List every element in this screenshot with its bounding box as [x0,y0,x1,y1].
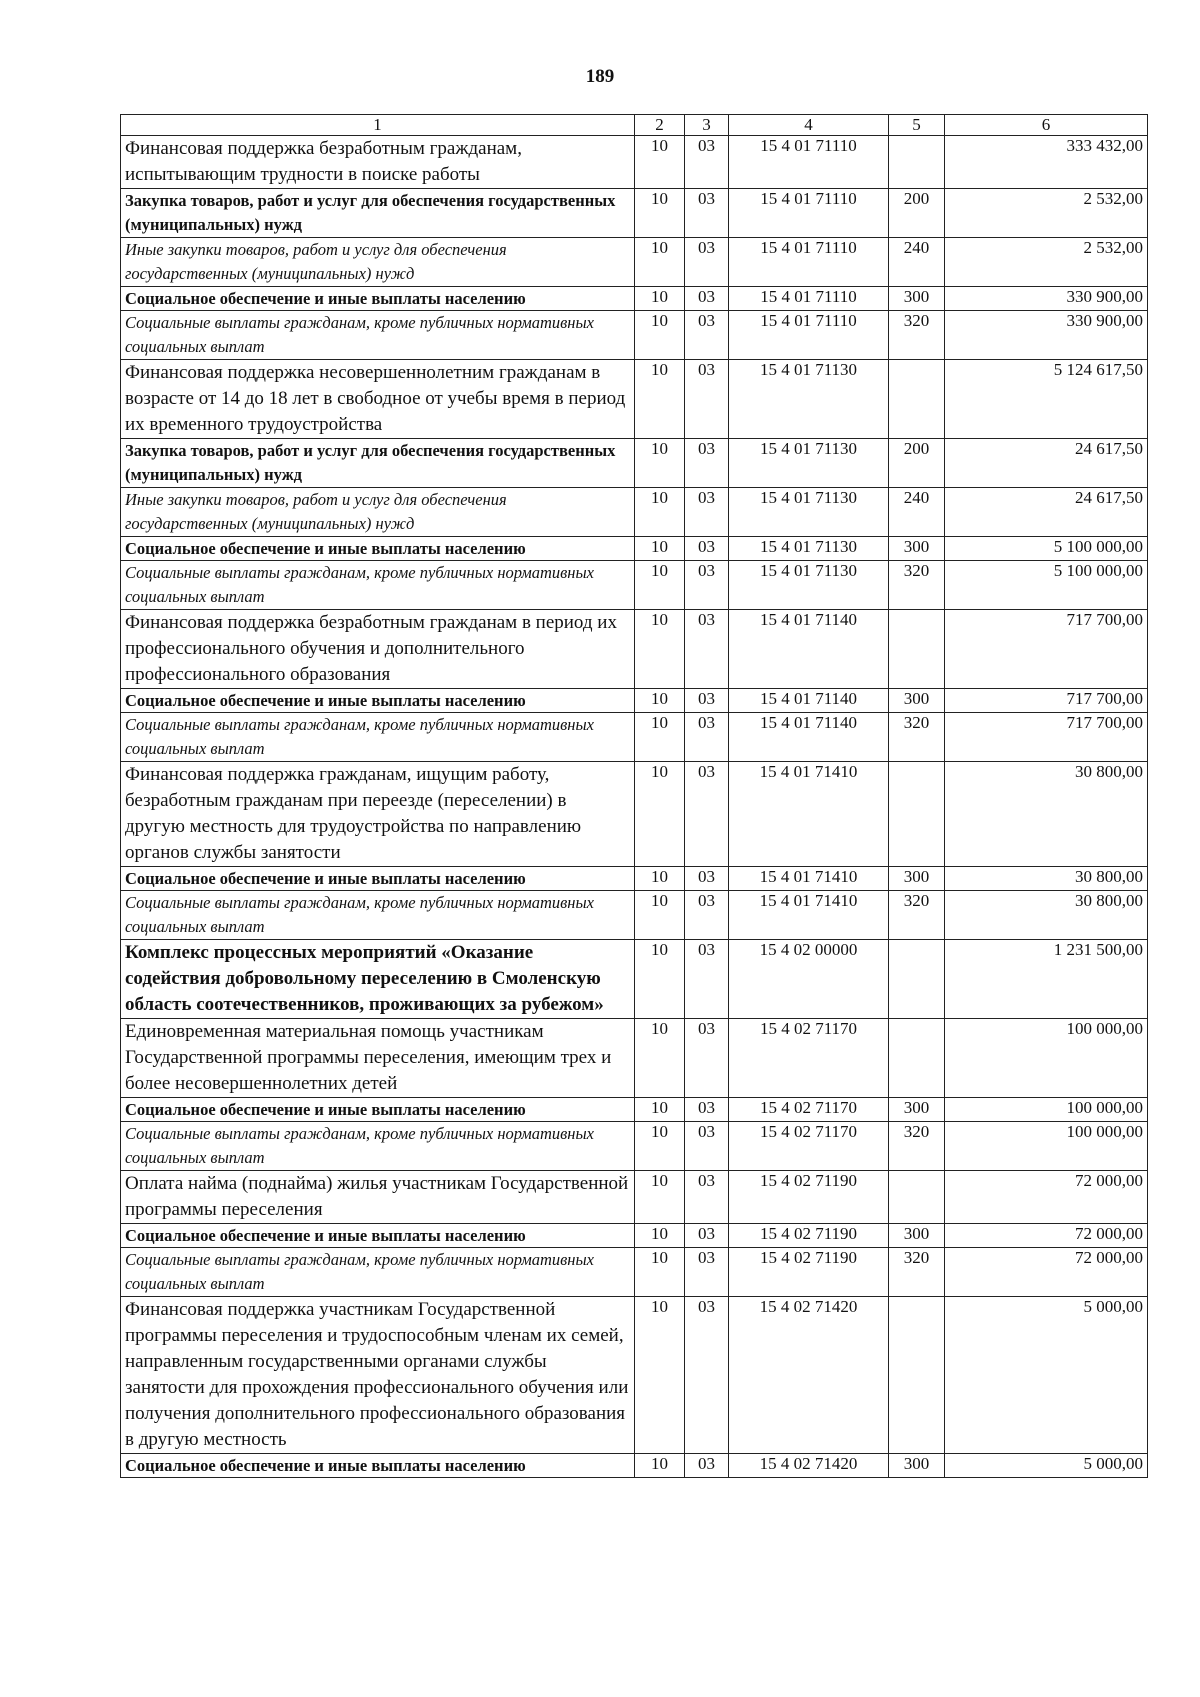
amount: 24 617,50 [945,439,1148,488]
expense-type-code [889,1297,945,1454]
row-name: Финансовая поддержка безработным гражданам, испытывающим трудности в поиске работы [121,136,635,189]
table-row [121,940,1148,1019]
row-name: Социальное обеспечение и иные выплаты населению [121,1224,635,1248]
row-name: Социальное обеспечение и иные выплаты населению [121,537,635,561]
target-article-code: 15 4 01 71410 [729,762,889,867]
section-code: 10 [635,136,685,189]
expense-type-code: 320 [889,311,945,360]
table-row [121,1224,1148,1248]
expense-type-code [889,1171,945,1224]
expense-type-code: 240 [889,488,945,537]
subsection-code: 03 [685,439,729,488]
row-name: Социальное обеспечение и иные выплаты населению [121,287,635,311]
subsection-code: 03 [685,1454,729,1478]
target-article-code: 15 4 01 71110 [729,136,889,189]
row-name: Оплата найма (поднайма) жилья участникам Государственной программы переселения [121,1171,635,1224]
subsection-code: 03 [685,1098,729,1122]
row-name: Социальные выплаты гражданам, кроме публичных нормативных социальных выплат [121,311,635,360]
target-article-code: 15 4 02 71170 [729,1098,889,1122]
target-article-code: 15 4 02 71190 [729,1171,889,1224]
amount: 333 432,00 [945,136,1148,189]
target-article-code: 15 4 01 71410 [729,867,889,891]
subsection-code: 03 [685,891,729,940]
expense-type-code [889,610,945,689]
amount: 1 231 500,00 [945,940,1148,1019]
amount: 2 532,00 [945,189,1148,238]
expense-type-code: 300 [889,1098,945,1122]
target-article-code: 15 4 02 71170 [729,1122,889,1171]
section-code: 10 [635,891,685,940]
subsection-code: 03 [685,488,729,537]
amount: 72 000,00 [945,1171,1148,1224]
expense-type-code: 320 [889,1122,945,1171]
section-code: 10 [635,1122,685,1171]
target-article-code: 15 4 01 71110 [729,238,889,287]
section-code: 10 [635,1171,685,1224]
target-article-code: 15 4 01 71140 [729,610,889,689]
section-code: 10 [635,689,685,713]
subsection-code: 03 [685,940,729,1019]
subsection-code: 03 [685,867,729,891]
subsection-code: 03 [685,1297,729,1454]
expense-type-code [889,762,945,867]
amount: 30 800,00 [945,867,1148,891]
subsection-code: 03 [685,537,729,561]
amount: 100 000,00 [945,1019,1148,1098]
amount: 100 000,00 [945,1122,1148,1171]
table-row [121,287,1148,311]
table-row [121,1248,1148,1297]
amount: 5 100 000,00 [945,537,1148,561]
section-code: 10 [635,1098,685,1122]
row-name: Социальные выплаты гражданам, кроме публичных нормативных социальных выплат [121,561,635,610]
amount: 330 900,00 [945,311,1148,360]
subsection-code: 03 [685,1171,729,1224]
row-name: Закупка товаров, работ и услуг для обеспечения государственных (муниципальных) нужд [121,189,635,238]
table-row [121,1098,1148,1122]
row-name: Иные закупки товаров, работ и услуг для обеспечения государственных (муниципальных) нужд [121,238,635,287]
table-row [121,891,1148,940]
section-code: 10 [635,1248,685,1297]
target-article-code: 15 4 01 71130 [729,488,889,537]
expense-type-code: 300 [889,867,945,891]
row-name: Социальное обеспечение и иные выплаты населению [121,1098,635,1122]
target-article-code: 15 4 01 71140 [729,689,889,713]
table-body [121,136,1148,1478]
header-col-5: 5 [889,115,945,136]
target-article-code: 15 4 01 71140 [729,713,889,762]
amount: 5 000,00 [945,1454,1148,1478]
subsection-code: 03 [685,1248,729,1297]
header-row [121,115,1148,136]
header-col-1: 1 [121,115,635,136]
section-code: 10 [635,610,685,689]
table-row [121,1019,1148,1098]
section-code: 10 [635,713,685,762]
section-code: 10 [635,439,685,488]
table-row [121,762,1148,867]
subsection-code: 03 [685,1224,729,1248]
expense-type-code [889,940,945,1019]
expense-type-code: 200 [889,439,945,488]
section-code: 10 [635,1454,685,1478]
amount: 717 700,00 [945,689,1148,713]
amount: 24 617,50 [945,488,1148,537]
section-code: 10 [635,360,685,439]
expense-type-code: 300 [889,689,945,713]
row-name: Социальные выплаты гражданам, кроме публичных нормативных социальных выплат [121,713,635,762]
header-col-4: 4 [729,115,889,136]
subsection-code: 03 [685,360,729,439]
target-article-code: 15 4 01 71130 [729,561,889,610]
expense-type-code: 320 [889,561,945,610]
amount: 30 800,00 [945,762,1148,867]
row-name: Социальные выплаты гражданам, кроме публичных нормативных социальных выплат [121,1122,635,1171]
section-code: 10 [635,488,685,537]
subsection-code: 03 [685,136,729,189]
section-code: 10 [635,537,685,561]
expense-type-code [889,1019,945,1098]
expense-type-code: 320 [889,1248,945,1297]
subsection-code: 03 [685,287,729,311]
target-article-code: 15 4 02 71170 [729,1019,889,1098]
table-row [121,136,1148,189]
page-number: 189 [585,66,615,87]
amount: 5 100 000,00 [945,561,1148,610]
expense-type-code: 320 [889,713,945,762]
header-col-2: 2 [635,115,685,136]
table-row [121,1171,1148,1224]
subsection-code: 03 [685,762,729,867]
table-row [121,537,1148,561]
budget-table [120,114,1148,1478]
amount: 330 900,00 [945,287,1148,311]
header-col-3: 3 [685,115,729,136]
row-name: Финансовая поддержка несовершеннолетним гражданам в возрасте от 14 до 18 лет в свободное от учебы время в период их временного трудоустройства [121,360,635,439]
target-article-code: 15 4 01 71130 [729,537,889,561]
subsection-code: 03 [685,189,729,238]
expense-type-code: 300 [889,1224,945,1248]
table-row [121,311,1148,360]
subsection-code: 03 [685,1122,729,1171]
expense-type-code: 200 [889,189,945,238]
amount: 100 000,00 [945,1098,1148,1122]
row-name: Иные закупки товаров, работ и услуг для обеспечения государственных (муниципальных) нужд [121,488,635,537]
subsection-code: 03 [685,689,729,713]
table-row [121,1454,1148,1478]
section-code: 10 [635,1297,685,1454]
target-article-code: 15 4 02 71420 [729,1297,889,1454]
expense-type-code [889,136,945,189]
target-article-code: 15 4 01 71130 [729,360,889,439]
target-article-code: 15 4 02 71420 [729,1454,889,1478]
section-code: 10 [635,1224,685,1248]
section-code: 10 [635,287,685,311]
subsection-code: 03 [685,1019,729,1098]
subsection-code: 03 [685,713,729,762]
table-row [121,1297,1148,1454]
row-name: Единовременная материальная помощь участникам Государственной программы переселения, имеющим трех и более несовершеннолетних детей [121,1019,635,1098]
section-code: 10 [635,238,685,287]
row-name: Комплекс процессных мероприятий «Оказание содействия добровольному переселению в Смоленскую область соотечественников, проживающих за рубежом» [121,940,635,1019]
expense-type-code: 300 [889,1454,945,1478]
target-article-code: 15 4 01 71110 [729,189,889,238]
header-col-6: 6 [945,115,1148,136]
expense-type-code: 300 [889,287,945,311]
expense-type-code: 320 [889,891,945,940]
section-code: 10 [635,311,685,360]
amount: 5 000,00 [945,1297,1148,1454]
row-name: Социальное обеспечение и иные выплаты населению [121,1454,635,1478]
table-row [121,689,1148,713]
row-name: Социальное обеспечение и иные выплаты населению [121,689,635,713]
table-row [121,488,1148,537]
target-article-code: 15 4 02 71190 [729,1224,889,1248]
table-row [121,238,1148,287]
table-row [121,610,1148,689]
amount: 717 700,00 [945,713,1148,762]
section-code: 10 [635,1019,685,1098]
section-code: 10 [635,940,685,1019]
table-row [121,867,1148,891]
target-article-code: 15 4 02 71190 [729,1248,889,1297]
row-name: Социальные выплаты гражданам, кроме публичных нормативных социальных выплат [121,1248,635,1297]
expense-type-code [889,360,945,439]
target-article-code: 15 4 01 71110 [729,311,889,360]
amount: 2 532,00 [945,238,1148,287]
table-row [121,713,1148,762]
subsection-code: 03 [685,610,729,689]
table-row [121,189,1148,238]
target-article-code: 15 4 01 71410 [729,891,889,940]
table-row [121,360,1148,439]
amount: 5 124 617,50 [945,360,1148,439]
target-article-code: 15 4 01 71110 [729,287,889,311]
target-article-code: 15 4 01 71130 [729,439,889,488]
amount: 72 000,00 [945,1248,1148,1297]
row-name: Финансовая поддержка участникам Государственной программы переселения и трудоспособным членам их семей, направленным государственными органами службы занятости для прохождения профессионального обучения или получения дополнительного профессионального образования в другую местность [121,1297,635,1454]
section-code: 10 [635,762,685,867]
section-code: 10 [635,561,685,610]
row-name: Закупка товаров, работ и услуг для обеспечения государственных (муниципальных) нужд [121,439,635,488]
expense-type-code: 300 [889,537,945,561]
table-row [121,439,1148,488]
section-code: 10 [635,867,685,891]
table-row [121,1122,1148,1171]
amount: 717 700,00 [945,610,1148,689]
table-row [121,561,1148,610]
row-name: Финансовая поддержка безработным гражданам в период их профессионального обучения и дополнительного профессионального образования [121,610,635,689]
amount: 72 000,00 [945,1224,1148,1248]
expense-type-code: 240 [889,238,945,287]
row-name: Социальное обеспечение и иные выплаты населению [121,867,635,891]
subsection-code: 03 [685,238,729,287]
section-code: 10 [635,189,685,238]
subsection-code: 03 [685,311,729,360]
subsection-code: 03 [685,561,729,610]
row-name: Финансовая поддержка гражданам, ищущим работу, безработным гражданам при переезде (переселении) в другую местность для трудоустройства по направлению органов службы занятости [121,762,635,867]
target-article-code: 15 4 02 00000 [729,940,889,1019]
row-name: Социальные выплаты гражданам, кроме публичных нормативных социальных выплат [121,891,635,940]
amount: 30 800,00 [945,891,1148,940]
